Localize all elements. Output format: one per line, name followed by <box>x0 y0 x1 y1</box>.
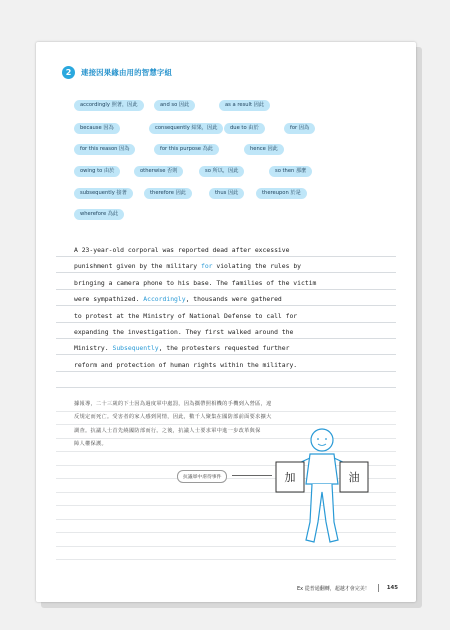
pill-due-to: due to 由於 <box>224 123 265 134</box>
sign-left-text: 加 <box>284 471 296 484</box>
passage-text: violating the rules by <box>212 262 302 271</box>
passage-line <box>74 308 392 324</box>
translation-line: 反規定而死亡。受害者的家人感到同情，因此，數千人聚集在國防部前面要求擴大 <box>74 414 272 421</box>
passage-text: reform and protection of human rights within the military. <box>74 360 298 369</box>
section-title: 連接因果緣由用的智慧字組 <box>81 68 173 77</box>
pill-so-then: so then 那麼 <box>269 166 312 177</box>
ruled-line <box>56 387 396 388</box>
ruled-line <box>56 559 396 560</box>
passage-line <box>74 324 392 340</box>
highlighted-connector: Accordingly <box>143 295 186 304</box>
protester-illustration <box>266 422 376 552</box>
pill-for-this-purpose: for this purpose 為此 <box>154 144 219 155</box>
translation-line: 據報導，二十三歲的下士因為過度軍中處罰，因為攜帶照相機的手機到入營區，違 <box>74 401 272 407</box>
passage-text: bringing a camera phone to his base. The families of the victim <box>74 278 317 287</box>
pill-because: because 因為 <box>74 123 120 134</box>
pill-thereupon: thereupon 於是 <box>256 188 307 199</box>
passage-text: Ministry. <box>74 344 113 353</box>
pill-subsequently: subsequently 接著 <box>74 188 133 199</box>
english-passage <box>74 242 392 373</box>
translation-line: 障人權保護。 <box>74 441 107 448</box>
passage-text: to protest at the Ministry of National Defense to call for <box>74 311 298 320</box>
passage-text: punishment given by the military <box>74 262 201 271</box>
book-page <box>36 42 416 602</box>
passage-text: , thousands were gathered <box>185 295 282 304</box>
pill-wherefore: wherefore 為此 <box>74 209 124 220</box>
page-footer <box>297 584 398 592</box>
pill-and-so: and so 因此 <box>154 100 195 111</box>
pill-owing-to: owing to 由於 <box>74 166 120 177</box>
pill-consequently: consequently 結果，因此 <box>149 123 223 134</box>
pill-hence: hence 因此 <box>244 144 284 155</box>
highlighted-connector: for <box>200 262 213 271</box>
page-number: 145 <box>386 585 398 591</box>
translation-line: 調查。抗議人士首先繞國防部而行。之後，抗議人士要求軍中進一步改革與保 <box>74 427 261 434</box>
passage-line <box>74 357 392 373</box>
passage-text: were sympathized. <box>74 295 144 304</box>
section-number-badge: 2 <box>62 66 75 79</box>
passage-line <box>74 258 392 274</box>
section-header <box>62 66 172 79</box>
passage-line <box>74 291 392 307</box>
pill-thus: thus 因此 <box>209 188 244 199</box>
pill-so: so 所以，因此 <box>199 166 244 177</box>
pill-for: for 因為 <box>284 123 315 134</box>
chapter-title: Ex 從普通翻轉，超越才會完美！ <box>297 585 370 592</box>
pill-accordingly: accordingly 照著，因此 <box>74 100 144 111</box>
pill-as-a-result: as a result 因此 <box>219 100 270 111</box>
highlighted-connector: Subsequently <box>112 344 159 353</box>
passage-line <box>74 340 392 356</box>
sign-right-text: 油 <box>348 471 360 484</box>
pill-otherwise: otherwise 否則 <box>134 166 183 177</box>
footer-divider <box>378 584 379 592</box>
passage-line <box>74 275 392 291</box>
passage-line <box>74 242 392 258</box>
illustration-callout: 抗議軍中虐待事件 <box>177 470 227 483</box>
passage-text: , the protesters requested further <box>158 344 290 353</box>
passage-text: expanding the investigation. They first walked around the <box>74 328 294 337</box>
pill-therefore: therefore 因此 <box>144 188 192 199</box>
pill-for-this-reason: for this reason 因為 <box>74 144 135 155</box>
passage-text: A 23-year-old corporal was reported dead after excessive <box>74 246 290 254</box>
